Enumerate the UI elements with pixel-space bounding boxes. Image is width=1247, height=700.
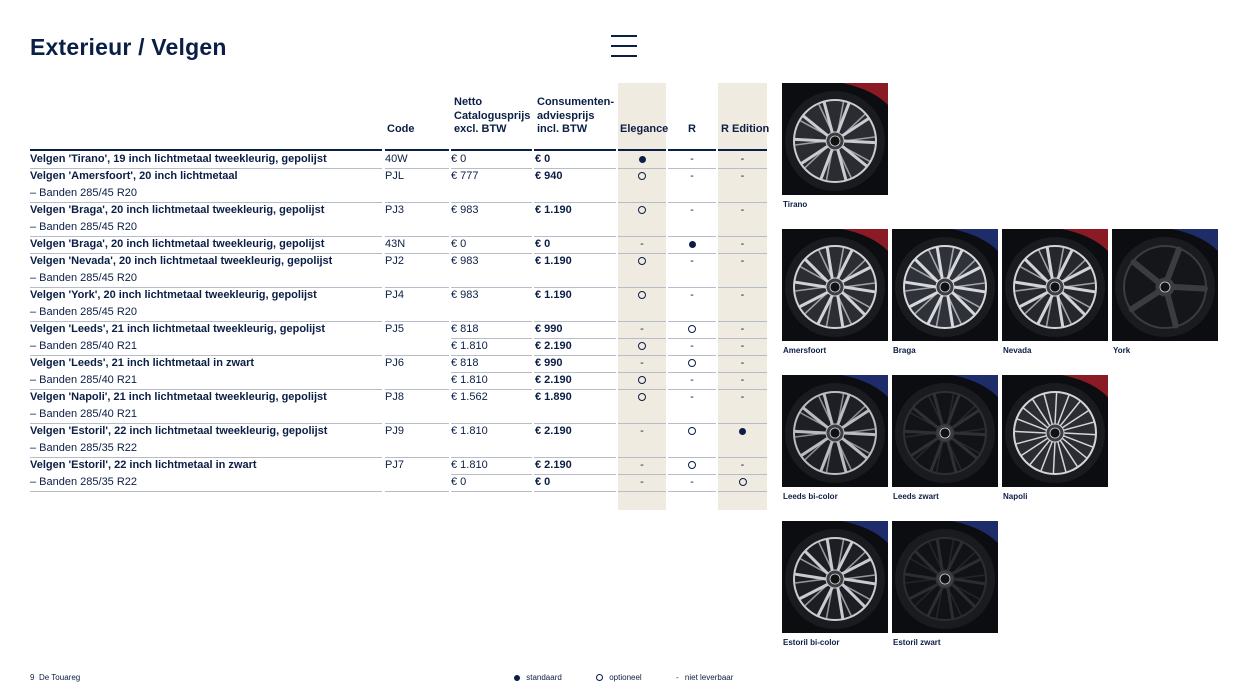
row-netto-price: € 1.810 bbox=[451, 374, 488, 386]
row-elegance-availability bbox=[618, 168, 666, 185]
row-r-availability: - bbox=[690, 391, 694, 403]
wheel-image bbox=[782, 83, 888, 195]
row-redition-availability: - bbox=[740, 204, 745, 216]
legend-unavailable bbox=[676, 673, 733, 682]
row-elegance-availability: - bbox=[640, 357, 644, 369]
row-netto-price: € 0 bbox=[451, 476, 467, 488]
row-consumer-price: € 2.190 bbox=[535, 425, 572, 437]
row-tyre-spec: – Banden 285/40 R21 bbox=[30, 374, 138, 386]
wheel-caption: Estoril zwart bbox=[893, 638, 941, 647]
row-consumer-price: € 2.190 bbox=[535, 459, 572, 471]
row-elegance-availability bbox=[618, 151, 666, 168]
row-code: PJ8 bbox=[385, 391, 404, 403]
row-code: PJL bbox=[385, 170, 404, 182]
row-redition-availability: - bbox=[740, 459, 745, 471]
wheel-caption: Braga bbox=[893, 346, 916, 355]
row-redition-availability: - bbox=[740, 153, 745, 165]
row-separator bbox=[668, 474, 716, 475]
row-separator bbox=[451, 372, 532, 373]
row-netto-price: € 983 bbox=[451, 255, 479, 267]
row-redition-availability: - bbox=[740, 323, 745, 335]
row-description: Velgen 'Napoli', 21 inch lichtmetaal tweekleurig, gepolijst bbox=[30, 391, 327, 403]
row-r-availability: - bbox=[690, 289, 694, 301]
standard-dot-icon bbox=[639, 156, 646, 163]
optional-ring-icon bbox=[638, 257, 646, 265]
row-elegance-availability bbox=[618, 389, 666, 406]
legend-standard-label: standaard bbox=[526, 673, 562, 682]
row-description: Velgen 'Leeds', 21 inch lichtmetaal tweekleurig, gepolijst bbox=[30, 323, 325, 335]
row-consumer-price: € 990 bbox=[535, 357, 563, 369]
wheel-image bbox=[892, 229, 998, 341]
header-consumer-line-2: adviesprijs bbox=[537, 109, 595, 122]
wheel-image bbox=[1112, 229, 1218, 341]
row-description: Velgen 'Nevada', 20 inch lichtmetaal tweekleurig, gepolijst bbox=[30, 255, 333, 267]
page-title: Exterieur / Velgen bbox=[30, 34, 227, 60]
row-netto-price: € 983 bbox=[451, 204, 479, 216]
header-netto-line-1: Netto bbox=[454, 96, 483, 108]
row-description: Velgen 'Estoril', 22 inch lichtmetaal tweekleurig, gepolijst bbox=[30, 425, 328, 437]
row-separator bbox=[668, 372, 716, 373]
row-code: PJ4 bbox=[385, 289, 404, 301]
optional-ring-icon bbox=[739, 478, 747, 486]
wheel-image bbox=[892, 521, 998, 633]
wheel-caption: Amersfoort bbox=[783, 346, 827, 355]
row-separator bbox=[451, 338, 532, 339]
row-separator bbox=[385, 491, 449, 492]
row-separator bbox=[618, 338, 666, 339]
row-r-availability: - bbox=[690, 170, 694, 182]
row-elegance-availability: - bbox=[640, 238, 644, 250]
optional-ring-icon bbox=[638, 172, 646, 180]
row-elegance-availability: - bbox=[640, 425, 644, 437]
optional-ring-icon bbox=[638, 342, 646, 350]
row-consumer-price: € 940 bbox=[535, 170, 563, 182]
row-redition-availability bbox=[718, 474, 767, 491]
row-separator bbox=[668, 491, 716, 492]
row-separator bbox=[718, 338, 767, 339]
header-r: R bbox=[688, 123, 696, 135]
row-redition-availability: - bbox=[740, 238, 745, 250]
row-r-availability bbox=[668, 321, 716, 338]
row-tyre-spec: – Banden 285/45 R20 bbox=[30, 187, 138, 199]
row-code: 43N bbox=[385, 238, 406, 250]
row-code: PJ3 bbox=[385, 204, 404, 216]
optional-ring-icon bbox=[596, 674, 603, 681]
row-consumer-price: € 1.190 bbox=[535, 204, 572, 216]
row-consumer-price: € 1.190 bbox=[535, 289, 572, 301]
row-separator bbox=[618, 491, 666, 492]
page-number: 9 bbox=[30, 673, 35, 682]
row-r-availability: - bbox=[690, 204, 694, 216]
row-separator bbox=[451, 474, 532, 475]
row-separator bbox=[718, 372, 767, 373]
menu-icon[interactable] bbox=[611, 35, 637, 57]
row-tyre-spec: – Banden 285/40 R21 bbox=[30, 408, 138, 420]
row-separator bbox=[668, 338, 716, 339]
row-redition-availability: - bbox=[740, 255, 745, 267]
legend-unavailable-symbol: - bbox=[676, 673, 679, 682]
row-separator bbox=[534, 491, 616, 492]
optional-ring-icon bbox=[688, 427, 696, 435]
row-r-availability bbox=[668, 355, 716, 372]
row-description: Velgen 'Leeds', 21 inch lichtmetaal in zwart bbox=[30, 357, 255, 369]
header-code: Code bbox=[387, 123, 415, 135]
row-description: Velgen 'York', 20 inch lichtmetaal tweekleurig, gepolijst bbox=[30, 289, 317, 301]
doc-name: De Touareg bbox=[39, 673, 81, 682]
row-r-availability: - bbox=[690, 255, 694, 267]
optional-ring-icon bbox=[688, 461, 696, 469]
row-elegance-availability bbox=[618, 372, 666, 389]
optional-ring-icon bbox=[688, 325, 696, 333]
row-r-availability bbox=[668, 457, 716, 474]
wheel-caption: Leeds zwart bbox=[893, 492, 939, 501]
wheel-image bbox=[782, 229, 888, 341]
row-description: Velgen 'Tirano', 19 inch lichtmetaal tweekleurig, gepolijst bbox=[30, 153, 327, 165]
row-separator bbox=[618, 474, 666, 475]
optional-ring-icon bbox=[638, 393, 646, 401]
optional-ring-icon bbox=[688, 359, 696, 367]
row-netto-price: € 777 bbox=[451, 170, 479, 182]
header-redition: R Edition bbox=[721, 123, 770, 135]
row-r-availability: - bbox=[690, 153, 694, 165]
header-consumer-line-3: incl. BTW bbox=[537, 123, 588, 135]
legend-unavailable-label: niet leverbaar bbox=[684, 673, 734, 682]
row-netto-price: € 0 bbox=[451, 238, 467, 250]
row-consumer-price: € 0 bbox=[535, 153, 551, 165]
row-redition-availability bbox=[718, 423, 767, 440]
row-code: PJ7 bbox=[385, 459, 404, 471]
row-separator bbox=[534, 372, 616, 373]
row-description: Velgen 'Estoril', 22 inch lichtmetaal in zwart bbox=[30, 459, 257, 471]
row-tyre-spec: – Banden 285/45 R20 bbox=[30, 221, 138, 233]
header-netto bbox=[454, 96, 530, 137]
row-elegance-availability: - bbox=[640, 459, 644, 471]
row-code: PJ2 bbox=[385, 255, 404, 267]
row-netto-price: € 818 bbox=[451, 357, 479, 369]
row-elegance-availability: - bbox=[640, 323, 644, 335]
row-tyre-spec: – Banden 285/40 R21 bbox=[30, 340, 138, 352]
header-consumer-line-1: Consumenten- bbox=[537, 96, 614, 108]
row-consumer-price: € 0 bbox=[535, 476, 551, 488]
row-consumer-price: € 2.190 bbox=[535, 340, 572, 352]
legend-standard bbox=[514, 673, 562, 682]
wheel-image bbox=[892, 375, 998, 487]
optional-ring-icon bbox=[638, 291, 646, 299]
header-elegance: Elegance bbox=[620, 123, 669, 135]
row-tyre-spec: – Banden 285/45 R20 bbox=[30, 272, 138, 284]
row-elegance-availability bbox=[618, 253, 666, 270]
row-description: Velgen 'Braga', 20 inch lichtmetaal tweekleurig, gepolijst bbox=[30, 238, 325, 250]
wheel-caption: York bbox=[1113, 346, 1131, 355]
row-separator bbox=[718, 474, 767, 475]
row-redition-availability: - bbox=[740, 289, 745, 301]
row-redition-availability: - bbox=[740, 170, 745, 182]
row-separator bbox=[718, 491, 767, 492]
wheel-caption: Leeds bi-color bbox=[783, 492, 838, 501]
row-consumer-price: € 1.890 bbox=[535, 391, 572, 403]
row-r-availability: - bbox=[690, 374, 694, 386]
row-tyre-spec: – Banden 285/35 R22 bbox=[30, 442, 138, 454]
row-elegance-availability: - bbox=[640, 476, 644, 488]
row-elegance-availability bbox=[618, 338, 666, 355]
row-consumer-price: € 2.190 bbox=[535, 374, 572, 386]
row-netto-price: € 818 bbox=[451, 323, 479, 335]
row-r-availability: - bbox=[690, 476, 694, 488]
row-separator bbox=[534, 474, 616, 475]
row-redition-availability: - bbox=[740, 391, 745, 403]
row-description: Velgen 'Amersfoort', 20 inch lichtmetaal bbox=[30, 170, 238, 182]
row-description: Velgen 'Braga', 20 inch lichtmetaal tweekleurig, gepolijst bbox=[30, 204, 325, 216]
standard-dot-icon bbox=[689, 241, 696, 248]
wheel-caption: Nevada bbox=[1003, 346, 1032, 355]
row-separator bbox=[451, 491, 532, 492]
row-r-availability bbox=[668, 236, 716, 253]
row-redition-availability: - bbox=[740, 374, 745, 386]
row-consumer-price: € 1.190 bbox=[535, 255, 572, 267]
wheel-caption: Estoril bi-color bbox=[783, 638, 840, 647]
row-tyre-spec: – Banden 285/45 R20 bbox=[30, 306, 138, 318]
header-consumer bbox=[537, 96, 614, 137]
legend-optional bbox=[596, 673, 642, 682]
row-code: PJ6 bbox=[385, 357, 404, 369]
wheel-image bbox=[782, 375, 888, 487]
wheel-image bbox=[782, 521, 888, 633]
row-netto-price: € 1.810 bbox=[451, 425, 488, 437]
row-netto-price: € 1.810 bbox=[451, 459, 488, 471]
row-consumer-price: € 990 bbox=[535, 323, 563, 335]
optional-ring-icon bbox=[638, 206, 646, 214]
row-netto-price: € 1.810 bbox=[451, 340, 488, 352]
standard-dot-icon bbox=[739, 428, 746, 435]
row-redition-availability: - bbox=[740, 357, 745, 369]
row-r-availability bbox=[668, 423, 716, 440]
row-elegance-availability bbox=[618, 287, 666, 304]
standard-dot-icon bbox=[514, 675, 520, 681]
row-code: PJ9 bbox=[385, 425, 404, 437]
wheel-caption: Tirano bbox=[783, 200, 808, 209]
wheel-caption: Napoli bbox=[1003, 492, 1028, 501]
row-code: 40W bbox=[385, 153, 408, 165]
row-r-availability: - bbox=[690, 340, 694, 352]
row-redition-availability: - bbox=[740, 340, 745, 352]
wheel-image bbox=[1002, 229, 1108, 341]
header-netto-line-2: Catalogusprijs bbox=[454, 109, 531, 122]
optional-ring-icon bbox=[638, 376, 646, 384]
row-netto-price: € 1.562 bbox=[451, 391, 488, 403]
row-separator bbox=[534, 338, 616, 339]
row-netto-price: € 0 bbox=[451, 153, 467, 165]
row-elegance-availability bbox=[618, 202, 666, 219]
row-separator bbox=[618, 372, 666, 373]
wheel-image bbox=[1002, 375, 1108, 487]
row-code: PJ5 bbox=[385, 323, 404, 335]
legend-optional-label: optioneel bbox=[609, 673, 642, 682]
row-tyre-spec: – Banden 285/35 R22 bbox=[30, 476, 138, 488]
row-consumer-price: € 0 bbox=[535, 238, 551, 250]
row-netto-price: € 983 bbox=[451, 289, 479, 301]
header-netto-line-3: excl. BTW bbox=[454, 123, 507, 135]
row-separator bbox=[30, 491, 382, 492]
